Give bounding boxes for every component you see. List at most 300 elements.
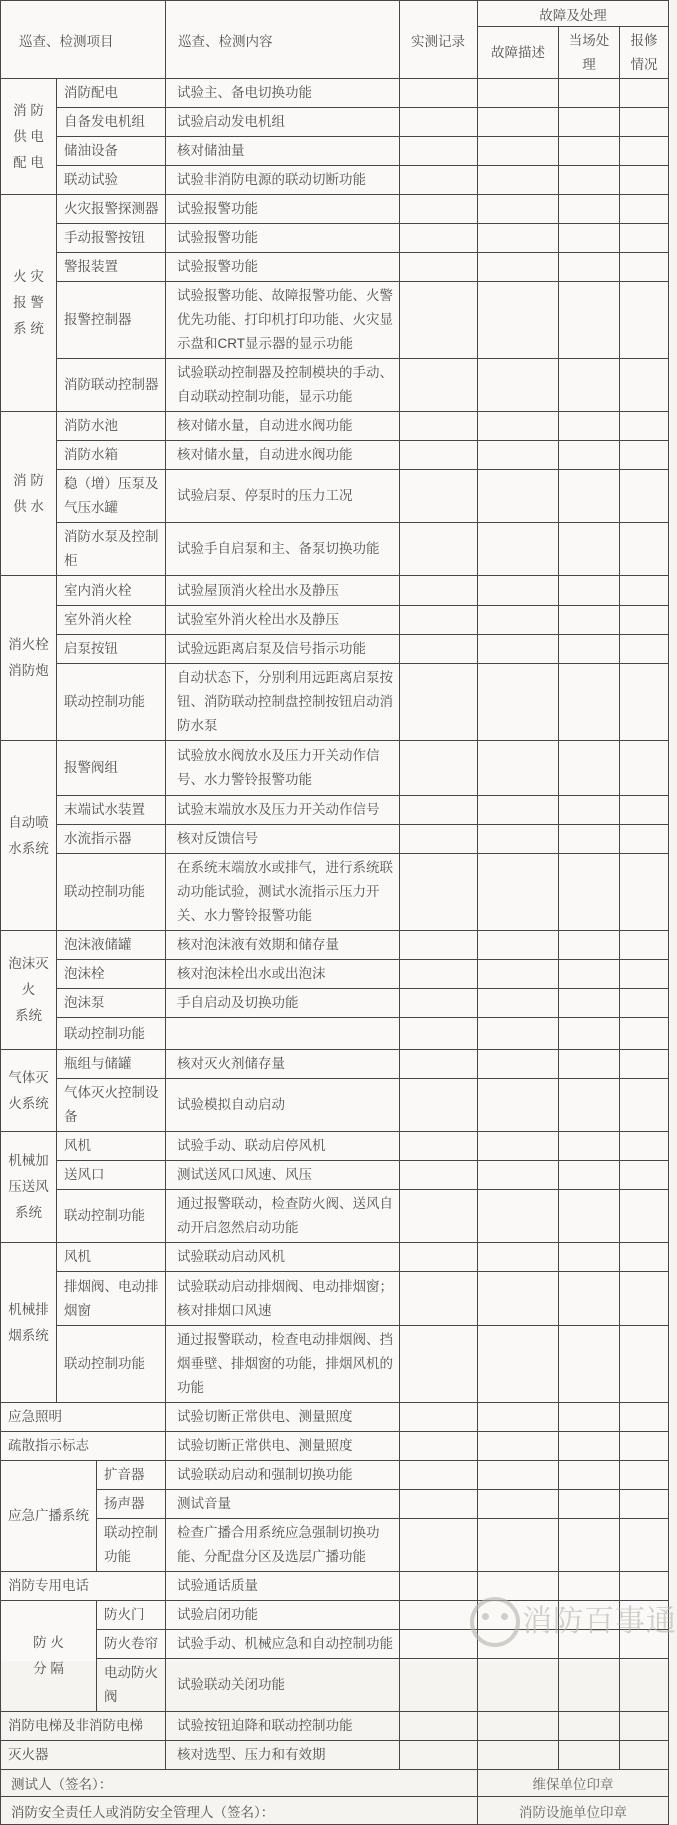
item-cell: 泡沫泵: [57, 989, 166, 1018]
category-cell: [1, 576, 57, 741]
content-cell: 试验切断正常供电、测量照度: [166, 1403, 400, 1432]
record-cell: [400, 441, 478, 470]
table-row: [1, 796, 669, 825]
item-cell: 报警控制器: [57, 282, 166, 359]
table-row: [1, 1132, 669, 1161]
onsite-handling-cell: [559, 1519, 620, 1572]
table-row: [1, 635, 669, 664]
content-cell: 试验放水阀放水及压力开关动作信号、水力警铃报警功能: [166, 741, 400, 796]
content-cell: 试验远距离启泵及信号指示功能: [166, 635, 400, 664]
table-row: [1, 1490, 669, 1519]
item-cell: 消防联动控制器: [57, 359, 166, 412]
repair-status-cell: [620, 1243, 669, 1272]
category-line: 消火栓: [8, 637, 49, 652]
content-cell: 核对反馈信号: [166, 825, 400, 854]
onsite-handling-cell: [559, 1190, 620, 1243]
record-cell: [400, 166, 478, 195]
inspection-table-body: [1, 79, 669, 1825]
record-cell: [400, 1572, 478, 1601]
item-cell: 排烟阀、电动排烟窗: [57, 1272, 166, 1326]
repair-status-cell: [620, 1326, 669, 1403]
fault-description-cell: [478, 576, 559, 606]
record-cell: [400, 635, 478, 664]
record-cell: [400, 1432, 478, 1461]
table-row: [1, 137, 669, 166]
seal-cell: 维保单位印章: [478, 1770, 669, 1797]
category-line: 消 防: [13, 102, 44, 118]
onsite-handling-cell: [559, 166, 620, 195]
record-cell: [400, 523, 478, 576]
item-cell: 启泵按钮: [57, 635, 166, 664]
content-cell: 试验报警功能、故障报警功能、火警优先功能、打印机打印功能、火灾显示盘和CRT显示器的显示功能: [166, 282, 400, 359]
record-cell: [400, 854, 478, 931]
onsite-handling-cell: [559, 989, 620, 1018]
category-line: 应急广播系统: [8, 1508, 89, 1523]
record-cell: [400, 989, 478, 1018]
onsite-handling-cell: [559, 1272, 620, 1326]
onsite-handling-cell: [559, 1018, 620, 1050]
repair-status-cell: [620, 741, 669, 796]
record-cell: [400, 253, 478, 282]
fault-description-cell: [478, 1132, 559, 1161]
table-row: [1, 1161, 669, 1190]
header-repair-status: 报修情况: [620, 27, 669, 79]
content-cell: 试验室外消火栓出水及静压: [166, 606, 400, 635]
table-row: [1, 1018, 669, 1050]
fault-description-cell: [478, 1630, 559, 1659]
repair-status-cell: [620, 195, 669, 224]
repair-status-cell: [620, 282, 669, 359]
fault-description-cell: [478, 1079, 559, 1132]
record-cell: [400, 1461, 478, 1490]
fault-description-cell: [478, 1272, 559, 1326]
onsite-handling-cell: [559, 253, 620, 282]
content-cell: 试验模拟自动启动: [166, 1079, 400, 1132]
content-cell: 核对储水量，自动进水阀功能: [166, 412, 400, 441]
header-row-1: [1, 1, 669, 27]
table-row: [1, 470, 669, 523]
table-header: [1, 1, 669, 79]
content-cell: 试验非消防电源的联动切断功能: [166, 166, 400, 195]
category-line: 火 灾: [13, 269, 44, 284]
record-cell: [400, 79, 478, 108]
fault-description-cell: [478, 931, 559, 960]
repair-status-cell: [620, 523, 669, 576]
table-row: [1, 825, 669, 854]
footer-row: [1, 1770, 669, 1797]
table-row: [1, 606, 669, 635]
item-cell: 送风口: [57, 1161, 166, 1190]
record-cell: [400, 412, 478, 441]
item-cell: 稳（增）压泵及气压水罐: [57, 470, 166, 523]
onsite-handling-cell: [559, 635, 620, 664]
category-line: 分 隔: [33, 1661, 64, 1676]
record-cell: [400, 1490, 478, 1519]
item-cell: 手动报警按钮: [57, 224, 166, 253]
table-row: [1, 195, 669, 224]
category-cell: [1, 1601, 97, 1712]
record-cell: [400, 1659, 478, 1712]
category-cell: [1, 1132, 57, 1243]
repair-status-cell: [620, 224, 669, 253]
item-cell: 消防水池: [57, 412, 166, 441]
item-cell: 防火卷帘: [97, 1630, 166, 1659]
item-cell: 应急照明: [1, 1403, 166, 1432]
category-line: 火系统: [8, 1095, 49, 1111]
content-cell: 通过报警联动，检查防火阀、送风自动开启忽然启动功能: [166, 1190, 400, 1243]
repair-status-cell: [620, 1190, 669, 1243]
repair-status-cell: [620, 1519, 669, 1572]
category-line: 配 电: [13, 154, 44, 170]
item-cell: 末端试水装置: [57, 796, 166, 825]
onsite-handling-cell: [559, 359, 620, 412]
content-cell: 自动状态下，分别利用远距离启泵按钮、消防联动控制盘控制按钮启动消防水泵: [166, 664, 400, 741]
table-row: [1, 931, 669, 960]
table-row: [1, 741, 669, 796]
repair-status-cell: [620, 441, 669, 470]
fault-description-cell: [478, 1712, 559, 1741]
fault-description-cell: [478, 224, 559, 253]
onsite-handling-cell: [559, 79, 620, 108]
table-row: [1, 1050, 669, 1079]
content-cell: 试验启动发电机组: [166, 108, 400, 137]
category-line: 供 电: [13, 128, 44, 144]
content-cell: 试验屋顶消火栓出水及静压: [166, 576, 400, 606]
repair-status-cell: [620, 1272, 669, 1326]
repair-status-cell: [620, 1079, 669, 1132]
repair-status-cell: [620, 1712, 669, 1741]
content-cell: 试验联动启动风机: [166, 1243, 400, 1272]
onsite-handling-cell: [559, 825, 620, 854]
fault-description-cell: [478, 741, 559, 796]
fault-description-cell: [478, 606, 559, 635]
repair-status-cell: [620, 166, 669, 195]
table-row: [1, 1630, 669, 1659]
item-cell: 风机: [57, 1243, 166, 1272]
content-cell: 核对灭火剂储存量: [166, 1050, 400, 1079]
table-row: [1, 523, 669, 576]
fault-description-cell: [478, 282, 559, 359]
repair-status-cell: [620, 108, 669, 137]
item-cell: 消防水箱: [57, 441, 166, 470]
category-line: 机械排: [8, 1301, 49, 1317]
category-line: 烟系统: [8, 1327, 49, 1343]
repair-status-cell: [620, 79, 669, 108]
content-cell: 核对储水量，自动进水阀功能: [166, 441, 400, 470]
repair-status-cell: [620, 1601, 669, 1630]
category-line: 防 火: [33, 1635, 64, 1650]
record-cell: [400, 1326, 478, 1403]
onsite-handling-cell: [559, 1572, 620, 1601]
table-row: [1, 1326, 669, 1403]
content-cell: 核对泡沫液有效期和储存量: [166, 931, 400, 960]
item-cell: 灭火器: [1, 1741, 166, 1770]
record-cell: [400, 195, 478, 224]
onsite-handling-cell: [559, 1630, 620, 1659]
fault-description-cell: [478, 1161, 559, 1190]
fault-description-cell: [478, 1403, 559, 1432]
onsite-handling-cell: [559, 1079, 620, 1132]
record-cell: [400, 606, 478, 635]
onsite-handling-cell: [559, 1243, 620, 1272]
header-inspection-content: 巡查、检测内容: [166, 1, 400, 79]
item-cell: 扬声器: [97, 1490, 166, 1519]
onsite-handling-cell: [559, 441, 620, 470]
fault-description-cell: [478, 1190, 559, 1243]
repair-status-cell: [620, 664, 669, 741]
fault-description-cell: [478, 137, 559, 166]
item-cell: 风机: [57, 1132, 166, 1161]
item-cell: 联动控制功能: [97, 1519, 166, 1572]
fault-description-cell: [478, 825, 559, 854]
table-row: [1, 1572, 669, 1601]
category-line: 自动喷: [8, 814, 49, 830]
fault-description-cell: [478, 412, 559, 441]
item-cell: 室内消火栓: [57, 576, 166, 606]
table-row: [1, 1741, 669, 1770]
content-cell: 试验联动启动和强制切换功能: [166, 1461, 400, 1490]
repair-status-cell: [620, 854, 669, 931]
table-row: [1, 960, 669, 989]
content-cell: 检查广播合用系统应急强制切换功能、分配盘分区及选层广播功能: [166, 1519, 400, 1572]
repair-status-cell: [620, 1050, 669, 1079]
item-cell: 消防水泵及控制柜: [57, 523, 166, 576]
item-cell: 消防专用电话: [1, 1572, 166, 1601]
onsite-handling-cell: [559, 1403, 620, 1432]
repair-status-cell: [620, 989, 669, 1018]
table-row: [1, 1659, 669, 1712]
record-cell: [400, 1050, 478, 1079]
content-cell: 试验按钮迫降和联动控制功能: [166, 1712, 400, 1741]
repair-status-cell: [620, 1432, 669, 1461]
header-inspection-items: 巡查、检测项目: [1, 1, 166, 79]
repair-status-cell: [620, 1630, 669, 1659]
item-cell: 联动控制功能: [57, 1326, 166, 1403]
item-cell: 电动防火阀: [97, 1659, 166, 1712]
onsite-handling-cell: [559, 195, 620, 224]
repair-status-cell: [620, 1659, 669, 1712]
onsite-handling-cell: [559, 1161, 620, 1190]
item-cell: 室外消火栓: [57, 606, 166, 635]
item-cell: 水流指示器: [57, 825, 166, 854]
fault-description-cell: [478, 1601, 559, 1630]
content-cell: 测试送风口风速、风压: [166, 1161, 400, 1190]
record-cell: [400, 741, 478, 796]
repair-status-cell: [620, 825, 669, 854]
content-cell: 试验联动控制器及控制模块的手动、自动联动控制功能，显示功能: [166, 359, 400, 412]
category-line: 压送风: [8, 1179, 49, 1194]
record-cell: [400, 576, 478, 606]
fault-description-cell: [478, 1326, 559, 1403]
repair-status-cell: [620, 470, 669, 523]
footer-row: [1, 1797, 669, 1825]
table-row: [1, 282, 669, 359]
table-row: [1, 1461, 669, 1490]
table-row: [1, 1272, 669, 1326]
onsite-handling-cell: [559, 854, 620, 931]
record-cell: [400, 1079, 478, 1132]
record-cell: [400, 282, 478, 359]
item-cell: 泡沫液储罐: [57, 931, 166, 960]
onsite-handling-cell: [559, 108, 620, 137]
table-row: [1, 253, 669, 282]
content-cell: 核对泡沫栓出水或出泡沫: [166, 960, 400, 989]
record-cell: [400, 137, 478, 166]
repair-status-cell: [620, 1490, 669, 1519]
item-cell: 气体灭火控制设备: [57, 1079, 166, 1132]
record-cell: [400, 1161, 478, 1190]
item-cell: 自备发电机组: [57, 108, 166, 137]
category-line: 系统: [15, 1205, 42, 1220]
repair-status-cell: [620, 1741, 669, 1770]
table-row: [1, 1432, 669, 1461]
fault-description-cell: [478, 359, 559, 412]
repair-status-cell: [620, 253, 669, 282]
item-cell: 联动控制功能: [57, 1190, 166, 1243]
category-line: 泡沫灭: [8, 956, 49, 971]
table-row: [1, 166, 669, 195]
signature-label-cell: 测试人（签名）：: [1, 1770, 478, 1797]
header-onsite-handling: 当场处理: [559, 27, 620, 79]
category-cell: [1, 1243, 57, 1403]
content-cell: 试验主、备电切换功能: [166, 79, 400, 108]
category-line: 消防炮: [8, 663, 49, 678]
fault-description-cell: [478, 989, 559, 1018]
record-cell: [400, 664, 478, 741]
onsite-handling-cell: [559, 1132, 620, 1161]
onsite-handling-cell: [559, 1490, 620, 1519]
fault-description-cell: [478, 470, 559, 523]
table-row: [1, 989, 669, 1018]
repair-status-cell: [620, 1018, 669, 1050]
onsite-handling-cell: [559, 1461, 620, 1490]
onsite-handling-cell: [559, 796, 620, 825]
fault-description-cell: [478, 523, 559, 576]
record-cell: [400, 1132, 478, 1161]
content-cell: 试验启闭功能: [166, 1601, 400, 1630]
table-row: [1, 1079, 669, 1132]
content-cell: 试验通话质量: [166, 1572, 400, 1601]
record-cell: [400, 1403, 478, 1432]
record-cell: [400, 1519, 478, 1572]
table-row: [1, 441, 669, 470]
repair-status-cell: [620, 931, 669, 960]
table-row: [1, 1190, 669, 1243]
item-cell: 警报装置: [57, 253, 166, 282]
record-cell: [400, 1601, 478, 1630]
onsite-handling-cell: [559, 412, 620, 441]
record-cell: [400, 224, 478, 253]
onsite-handling-cell: [559, 137, 620, 166]
item-cell: 瓶组与储罐: [57, 1050, 166, 1079]
item-cell: 疏散指示标志: [1, 1432, 166, 1461]
table-row: [1, 1403, 669, 1432]
fault-description-cell: [478, 1741, 559, 1770]
content-cell: 试验末端放水及压力开关动作信号: [166, 796, 400, 825]
table-row: [1, 224, 669, 253]
record-cell: [400, 796, 478, 825]
seal-cell: 消防设施单位印章: [478, 1797, 669, 1825]
category-line: 火: [21, 982, 36, 997]
repair-status-cell: [620, 412, 669, 441]
table-row: [1, 854, 669, 931]
table-row: [1, 576, 669, 606]
onsite-handling-cell: [559, 1432, 620, 1461]
category-line: 机械加: [8, 1153, 49, 1168]
category-cell: [1, 1050, 57, 1132]
onsite-handling-cell: [559, 960, 620, 989]
item-cell: 联动控制功能: [57, 1018, 166, 1050]
fault-description-cell: [478, 1461, 559, 1490]
table-row: [1, 1519, 669, 1572]
content-cell: [166, 1018, 400, 1050]
onsite-handling-cell: [559, 470, 620, 523]
fault-description-cell: [478, 1519, 559, 1572]
category-cell: [1, 1461, 97, 1572]
repair-status-cell: [620, 576, 669, 606]
item-cell: 联动试验: [57, 166, 166, 195]
item-cell: 储油设备: [57, 137, 166, 166]
record-cell: [400, 1712, 478, 1741]
category-cell: [1, 412, 57, 576]
category-cell: [1, 79, 57, 195]
content-cell: 试验手自启泵和主、备泵切换功能: [166, 523, 400, 576]
table-row: [1, 359, 669, 412]
table-row: [1, 1712, 669, 1741]
record-cell: [400, 931, 478, 960]
content-cell: 试验启泵、停泵时的压力工况: [166, 470, 400, 523]
item-cell: 防火门: [97, 1601, 166, 1630]
item-cell: 报警阀组: [57, 741, 166, 796]
category-cell: [1, 931, 57, 1050]
onsite-handling-cell: [559, 224, 620, 253]
content-cell: 核对储油量: [166, 137, 400, 166]
repair-status-cell: [620, 960, 669, 989]
table-row: [1, 412, 669, 441]
content-cell: 测试音量: [166, 1490, 400, 1519]
fault-description-cell: [478, 166, 559, 195]
content-cell: 试验报警功能: [166, 224, 400, 253]
content-cell: 试验切断正常供电、测量照度: [166, 1432, 400, 1461]
item-cell: 联动控制功能: [57, 664, 166, 741]
fault-description-cell: [478, 664, 559, 741]
onsite-handling-cell: [559, 523, 620, 576]
fault-description-cell: [478, 796, 559, 825]
repair-status-cell: [620, 137, 669, 166]
fault-description-cell: [478, 1659, 559, 1712]
onsite-handling-cell: [559, 1741, 620, 1770]
content-cell: 试验联动关闭功能: [166, 1659, 400, 1712]
category-cell: [1, 741, 57, 931]
category-line: 系 统: [13, 321, 44, 336]
onsite-handling-cell: [559, 1659, 620, 1712]
fault-description-cell: [478, 108, 559, 137]
record-cell: [400, 1630, 478, 1659]
onsite-handling-cell: [559, 741, 620, 796]
record-cell: [400, 359, 478, 412]
item-cell: 扩音器: [97, 1461, 166, 1490]
record-cell: [400, 470, 478, 523]
fault-description-cell: [478, 854, 559, 931]
fault-description-cell: [478, 195, 559, 224]
onsite-handling-cell: [559, 931, 620, 960]
record-cell: [400, 1243, 478, 1272]
header-fault-group: 故障及处理: [478, 1, 669, 27]
repair-status-cell: [620, 359, 669, 412]
table-row: [1, 1601, 669, 1630]
fault-description-cell: [478, 1243, 559, 1272]
content-cell: 试验报警功能: [166, 253, 400, 282]
